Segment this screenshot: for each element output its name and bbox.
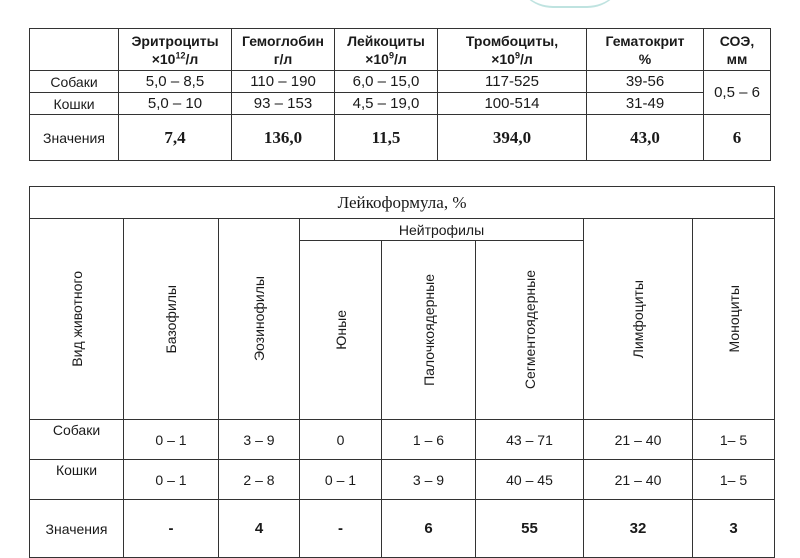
table-cell: 0: [300, 420, 382, 460]
esr-range-cell: 0,5 – 6: [704, 71, 771, 115]
value-cell: 394,0: [438, 115, 587, 161]
table-title: Лейкоформула, %: [30, 187, 775, 219]
table-cell: 40 – 45: [476, 460, 584, 500]
row-label: Значения: [30, 500, 124, 558]
header-segmented: Сегментоядерные: [476, 241, 584, 420]
table-cell: 93 – 153: [232, 93, 335, 115]
table-cell: 1– 5: [693, 420, 775, 460]
table-cell: 1 – 6: [382, 420, 476, 460]
value-cell: 7,4: [119, 115, 232, 161]
header-row: [30, 219, 775, 241]
table-row-dogs: [30, 71, 771, 93]
value-cell: 43,0: [587, 115, 704, 161]
decorative-arc: [515, 0, 625, 8]
table-cell: 3 – 9: [382, 460, 476, 500]
table-cell: 117-525: [438, 71, 587, 93]
value-cell: 6: [382, 500, 476, 558]
row-label: Собаки: [30, 420, 124, 460]
table-cell: 43 – 71: [476, 420, 584, 460]
header-hemoglobin: Гемоглобин г/л: [232, 29, 335, 71]
row-label: Кошки: [30, 93, 119, 115]
table-row-values: [30, 500, 775, 558]
header-monocytes: Моноциты: [693, 219, 775, 420]
table-cell: 110 – 190: [232, 71, 335, 93]
table-row-cats: [30, 93, 771, 115]
table-cell: 2 – 8: [219, 460, 300, 500]
value-cell: 6: [704, 115, 771, 161]
header-eosinophils: Эозинофилы: [219, 219, 300, 420]
header-erythrocytes: Эритроциты $\times 10^{12}/л$: [119, 29, 232, 71]
corner-cell: [30, 29, 119, 71]
table-row-values: [30, 115, 771, 161]
table-cell: 4,5 – 19,0: [335, 93, 438, 115]
header-lymphocytes: Лимфоциты: [584, 219, 693, 420]
table-cell: 31-49: [587, 93, 704, 115]
value-cell: 4: [219, 500, 300, 558]
table-cell: 5,0 – 8,5: [119, 71, 232, 93]
title-row: [30, 187, 775, 219]
value-cell: -: [124, 500, 219, 558]
leukogram-table: [29, 186, 775, 558]
header-leukocytes: Лейкоциты $\times 10^9/л$: [335, 29, 438, 71]
header-row: [30, 29, 771, 71]
table-cell: 21 – 40: [584, 460, 693, 500]
value-cell: 32: [584, 500, 693, 558]
table-cell: 1– 5: [693, 460, 775, 500]
header-young: Юные: [300, 241, 382, 420]
header-basophils: Базофилы: [124, 219, 219, 420]
table-cell: 21 – 40: [584, 420, 693, 460]
row-label: Значения: [30, 115, 119, 161]
value-cell: -: [300, 500, 382, 558]
header-band: Палочкоядерные: [382, 241, 476, 420]
table-cell: 0 – 1: [124, 460, 219, 500]
value-cell: 55: [476, 500, 584, 558]
table-cell: 39-56: [587, 71, 704, 93]
value-cell: 3: [693, 500, 775, 558]
header-esr: СОЭ, мм: [704, 29, 771, 71]
table-cell: 5,0 – 10: [119, 93, 232, 115]
table-cell: 0 – 1: [300, 460, 382, 500]
row-label: Кошки: [30, 460, 124, 500]
table-row-cats: [30, 460, 775, 500]
row-label: Собаки: [30, 71, 119, 93]
value-cell: 136,0: [232, 115, 335, 161]
table-cell: 100-514: [438, 93, 587, 115]
header-neutrophils: Нейтрофилы: [300, 219, 584, 241]
header-hematocrit: Гематокрит %: [587, 29, 704, 71]
value-cell: 11,5: [335, 115, 438, 161]
table-cell: 6,0 – 15,0: [335, 71, 438, 93]
table-cell: 0 – 1: [124, 420, 219, 460]
blood-parameters-table: [29, 28, 771, 161]
header-platelets: Тромбоциты, $\times 10^9/л$: [438, 29, 587, 71]
table-cell: 3 – 9: [219, 420, 300, 460]
table-row-dogs: [30, 420, 775, 460]
header-animal: Вид животного: [30, 219, 124, 420]
